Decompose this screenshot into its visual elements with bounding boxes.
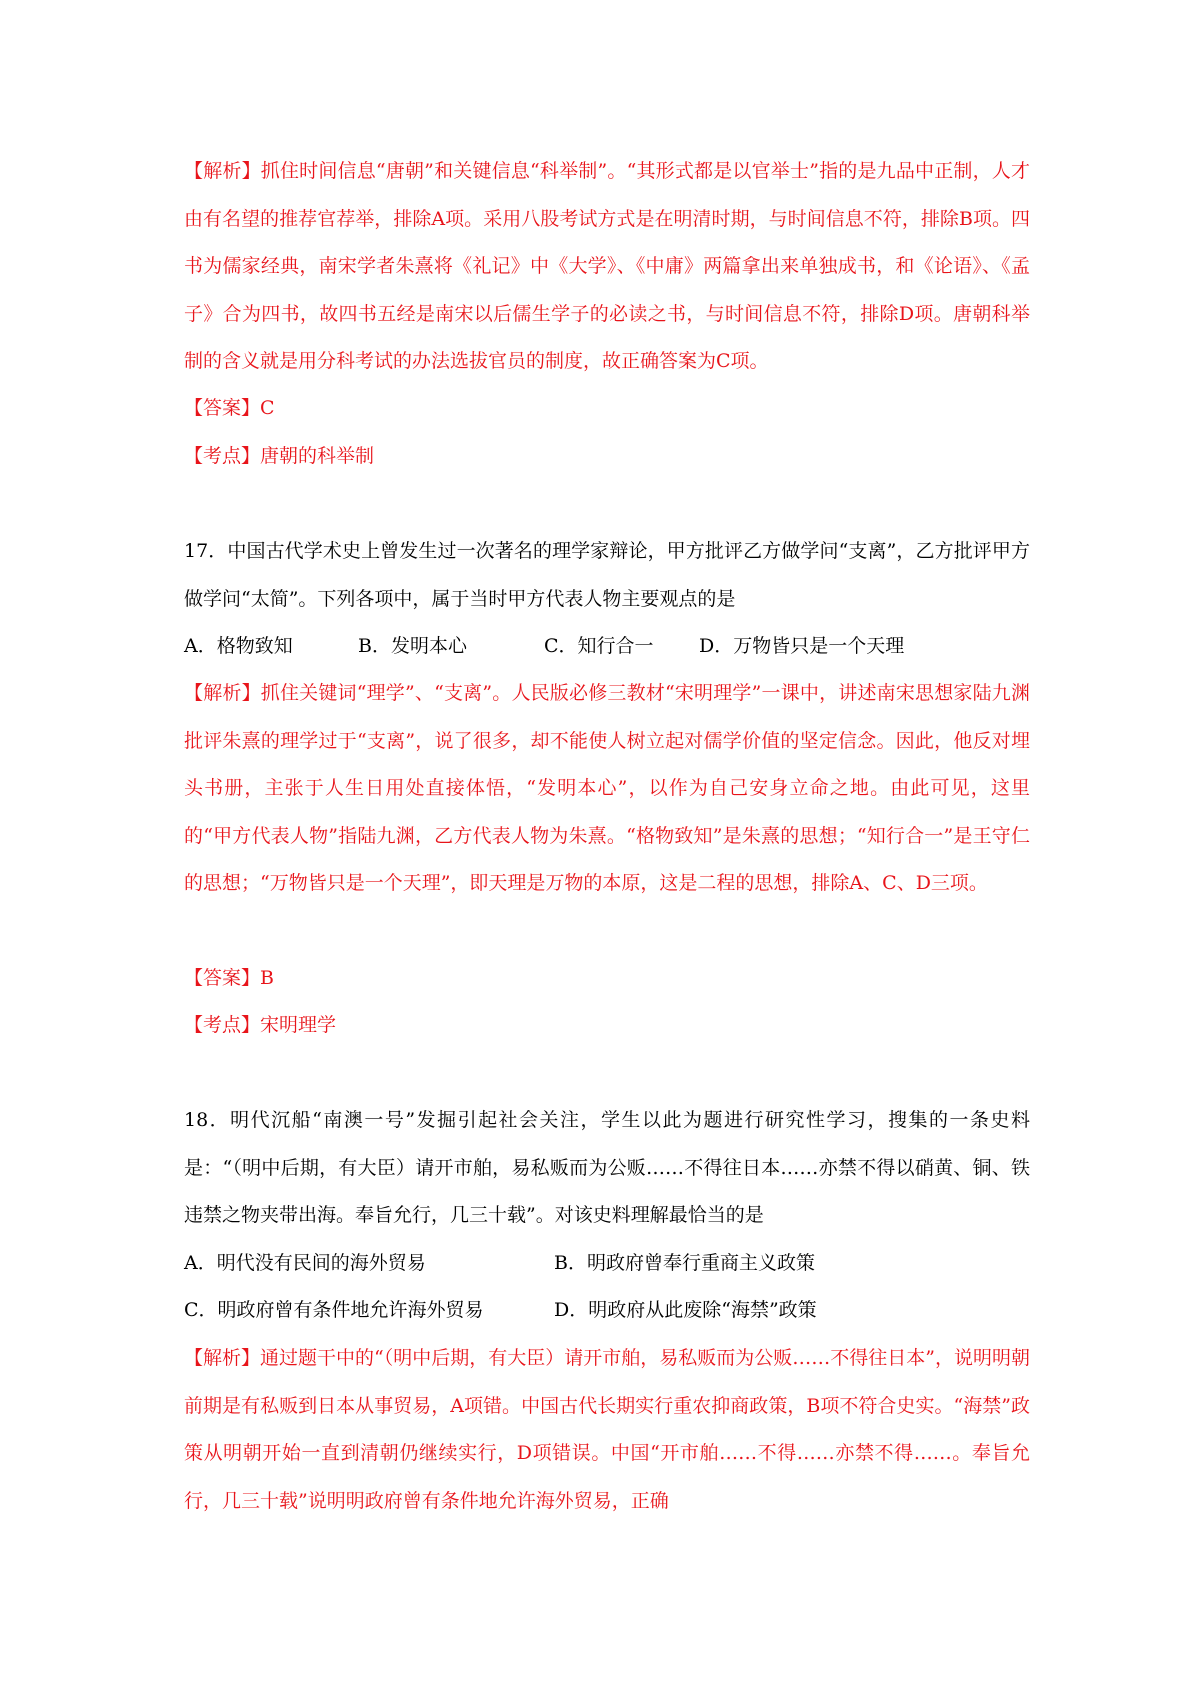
q17-options (184, 623, 1030, 671)
q17-analysis: 【解析】抓住关键词“理学”、“支离”。人民版必修三教材“宋明理学”一课中，讲述南宋思想家陆九渊批评朱熹的理学过于“支离”，说了很多，却不能使人树立起对儒学价值的坚定信念。因此，他反对埋头书册，主张于人生日用处直接体悟，“发明本心”，以作为自己安身立命之地。由此可见，这里的“甲方代表人物”指陆九渊，乙方代表人物为朱熹。“格物致知”是朱熹的思想；“知行合一”是王守仁的思想；“万物皆只是一个天理”，即天理是万物的本原，这是二程的思想，排除A、C、D三项。 (184, 682, 1030, 894)
q17-option-c: C．知行合一 (544, 635, 654, 657)
q17-option-b: B．发明本心 (358, 635, 467, 657)
q18-question: 18．明代沉船“南澳一号”发掘引起社会关注，学生以此为题进行研究性学习，搜集的一条史料是：“（明中后期，有大臣）请开市舶，易私贩而为公贩……不得往日本……亦禁不得以硝黄、铜、铁违禁之物夹带出海。奉旨允行，几三十载”。对该史料理解最恰当的是 (184, 1109, 1030, 1226)
q17-point: 【考点】宋明理学 (184, 1014, 337, 1036)
q17-question: 17．中国古代学术史上曾发生过一次著名的理学家辩论，甲方批评乙方做学问“支离”，乙方批评甲方做学问“太简”。下列各项中，属于当时甲方代表人物主要观点的是 (184, 540, 1030, 610)
q18-option-b: B．明政府曾奉行重商主义政策 (554, 1252, 815, 1274)
q18-analysis: 【解析】通过题干中的“（明中后期，有大臣）请开市舶，易私贩而为公贩……不得往日本”，说明明朝前期是有私贩到日本从事贸易，A项错。中国古代长期实行重农抑商政策，B项不符合史实。“海禁”政策从明朝开始一直到清朝仍继续实行，D项错误。中国“开市舶……不得……亦禁不得……。奉旨允行，几三十载”说明明政府曾有条件地允许海外贸易，正确 (184, 1347, 1030, 1512)
q17-option-d: D．万物皆只是一个天理 (699, 635, 905, 657)
prev-answer: 【答案】C (184, 397, 275, 419)
q18-option-d: D．明政府从此废除“海禁”政策 (554, 1299, 817, 1321)
q18-option-a: A．明代没有民间的海外贸易 (184, 1252, 426, 1274)
q18-options-row1 (184, 1240, 1030, 1288)
q18-options-row2 (184, 1287, 1030, 1335)
q17-option-a: A．格物致知 (184, 635, 293, 657)
prev-analysis: 【解析】抓住时间信息“唐朝”和关键信息“科举制”。“其形式都是以官举士”指的是九品中正制，人才由有名望的推荐官荐举，排除A项。采用八股考试方式是在明清时期，与时间信息不符，排除B项。四书为儒家经典，南宋学者朱熹将《礼记》中《大学》、《中庸》两篇拿出来单独成书，和《论语》、《孟子》合为四书，故四书五经是南宋以后儒生学子的必读之书，与时间信息不符，排除D项。唐朝科举制的含义就是用分科考试的办法选拔官员的制度，故正确答案为C项。 (184, 160, 1030, 372)
prev-point: 【考点】唐朝的科举制 (184, 445, 375, 467)
q17-answer: 【答案】B (184, 967, 274, 989)
q18-option-c: C．明政府曾有条件地允许海外贸易 (184, 1299, 484, 1321)
